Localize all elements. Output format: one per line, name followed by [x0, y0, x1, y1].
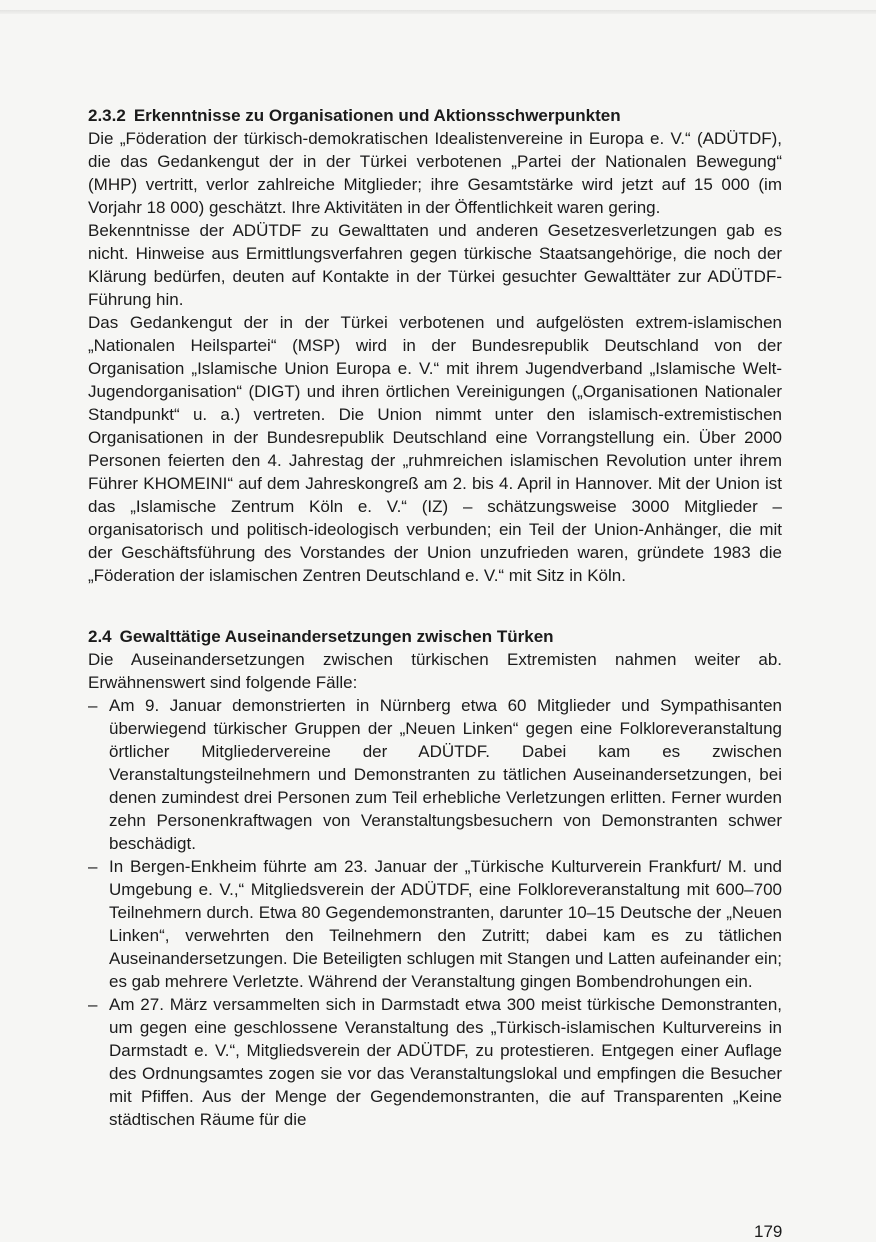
section-spacer [88, 587, 782, 625]
section-heading-2-4 [88, 625, 782, 648]
dash-bullet: – [88, 696, 98, 715]
paragraph: Das Gedankengut der in der Türkei verbotenen und aufgelösten extrem-islamischen „Nationalen Heilspartei“ (MSP) wird in der Bundesrepublik Deutschland von der Organisation „Islamische Union Europa e. V.“ mit ihrem Jugendverband „Islamische Welt-Jugendorganisation“ (DIGT) und ihren örtlichen Vereinigungen („Organisationen Nationaler Standpunkt“ u. a.) vertreten. Die Union nimmt unter den islamisch-extremistischen Organisationen in der Bundesrepublik Deutschland eine Vorrangstellung ein. Über 2000 Personen feierten den 4. Jahrestag der „ruhmreichen islamischen Revolution unter ihrem Führer KHOMEINI“ auf dem Jahreskongreß am 2. bis 4. April in Hannover. Mit der Union ist das „Islamische Zentrum Köln e. V.“ (IZ) – schätzungsweise 3000 Mitglieder – organisatorisch und politisch-ideologisch verbunden; ein Teil der Union-Anhänger, die mit der Geschäftsführung des Vorstandes der Union unzufrieden waren, gründete 1983 die „Föderation der islamischen Zentren Deutschland e. V.“ mit Sitz in Köln. [88, 313, 782, 585]
section-title: Gewalttätige Auseinandersetzungen zwischen Türken [119, 627, 554, 646]
list-item [88, 694, 782, 855]
list-item [88, 993, 782, 1131]
paragraph: Bekenntnisse der ADÜTDF zu Gewalttaten und anderen Gesetzesverletzungen gab es nicht. Hinweise aus Ermittlungsverfahren gegen türkische Staatsangehörige, die noch der Klärung bedürfen, deuten auf Kontakte in der Türkei gesuchter Gewalttäter zur ADÜTDF-Führung hin. [88, 221, 782, 309]
section-number: 2.4 [88, 627, 112, 646]
list-item [88, 855, 782, 993]
section-title: Erkenntnisse zu Organisationen und Aktionsschwerpunkten [133, 106, 621, 125]
incident-list [88, 694, 782, 1131]
list-item-text: In Bergen-Enkheim führte am 23. Januar der „Türkische Kulturverein Frankfurt/ M. und Umgebung e. V.,“ Mitgliedsverein der ADÜTDF, eine Folkloreveranstaltung mit 600–700 Teilnehmern durch. Etwa 80 Gegendemonstranten, darunter 10–15 Deutsche der „Neuen Linken“, verwehrten den Teilnehmern den Zutritt; dabei kam es zu tätlichen Auseinandersetzungen. Die Beteiligten schlugen mit Stangen und Latten aufeinander ein; es gab mehrere Verletzte. Während der Veranstaltung gingen Bombendrohungen ein. [109, 857, 782, 991]
list-item-text: Am 9. Januar demonstrierten in Nürnberg etwa 60 Mitglieder und Sympathisanten überwiegend türkischer Gruppen der „Neuen Linken“ gegen eine Folkloreveranstaltung örtlicher Mitgliedervereine der ADÜTDF. Dabei kam es zwischen Veranstaltungsteilnehmern und Demonstranten zu tätlichen Auseinandersetzungen, bei denen zumindest drei Personen zum Teil erhebliche Verletzungen erlitten. Ferner wurden zehn Personenkraftwagen von Veranstaltungsbesuchern von Demonstranten schwer beschädigt. [109, 696, 782, 853]
list-item-text: Am 27. März versammelten sich in Darmstadt etwa 300 meist türkische Demonstranten, um gegen eine geschlossene Veranstaltung des „Türkisch-islamischen Kulturvereins in Darmstadt e. V.“, Mitgliedsverein der ADÜTDF, zu protestieren. Entgegen einer Auflage des Ordnungsamtes zogen sie vor das Veranstaltungslokal und empfingen die Besucher mit Pfiffen. Aus der Menge der Gegendemonstranten, die auf Transparenten „Keine städtischen Räume für die [109, 995, 782, 1129]
document-page [88, 104, 782, 1131]
scan-edge-shadow [0, 10, 876, 14]
page-number: 179 [754, 1222, 783, 1241]
section-heading-2-3-2 [88, 104, 782, 127]
dash-bullet: – [88, 857, 98, 876]
intro-paragraph: Die Auseinandersetzungen zwischen türkischen Extremisten nahmen weiter ab. Erwähnenswert sind folgende Fälle: [88, 650, 782, 692]
section-number: 2.3.2 [88, 106, 126, 125]
dash-bullet: – [88, 995, 98, 1014]
paragraph: Die „Föderation der türkisch-demokratischen Idealistenvereine in Europa e. V.“ (ADÜTDF), die das Gedankengut der in der Türkei verbotenen „Partei der Nationalen Bewegung“ (MHP) vertritt, verlor zahlreiche Mitglieder; ihre Gesamtstärke wird jetzt auf 15 000 (im Vorjahr 18 000) geschätzt. Ihre Aktivitäten in der Öffentlichkeit waren gering. [88, 129, 782, 217]
